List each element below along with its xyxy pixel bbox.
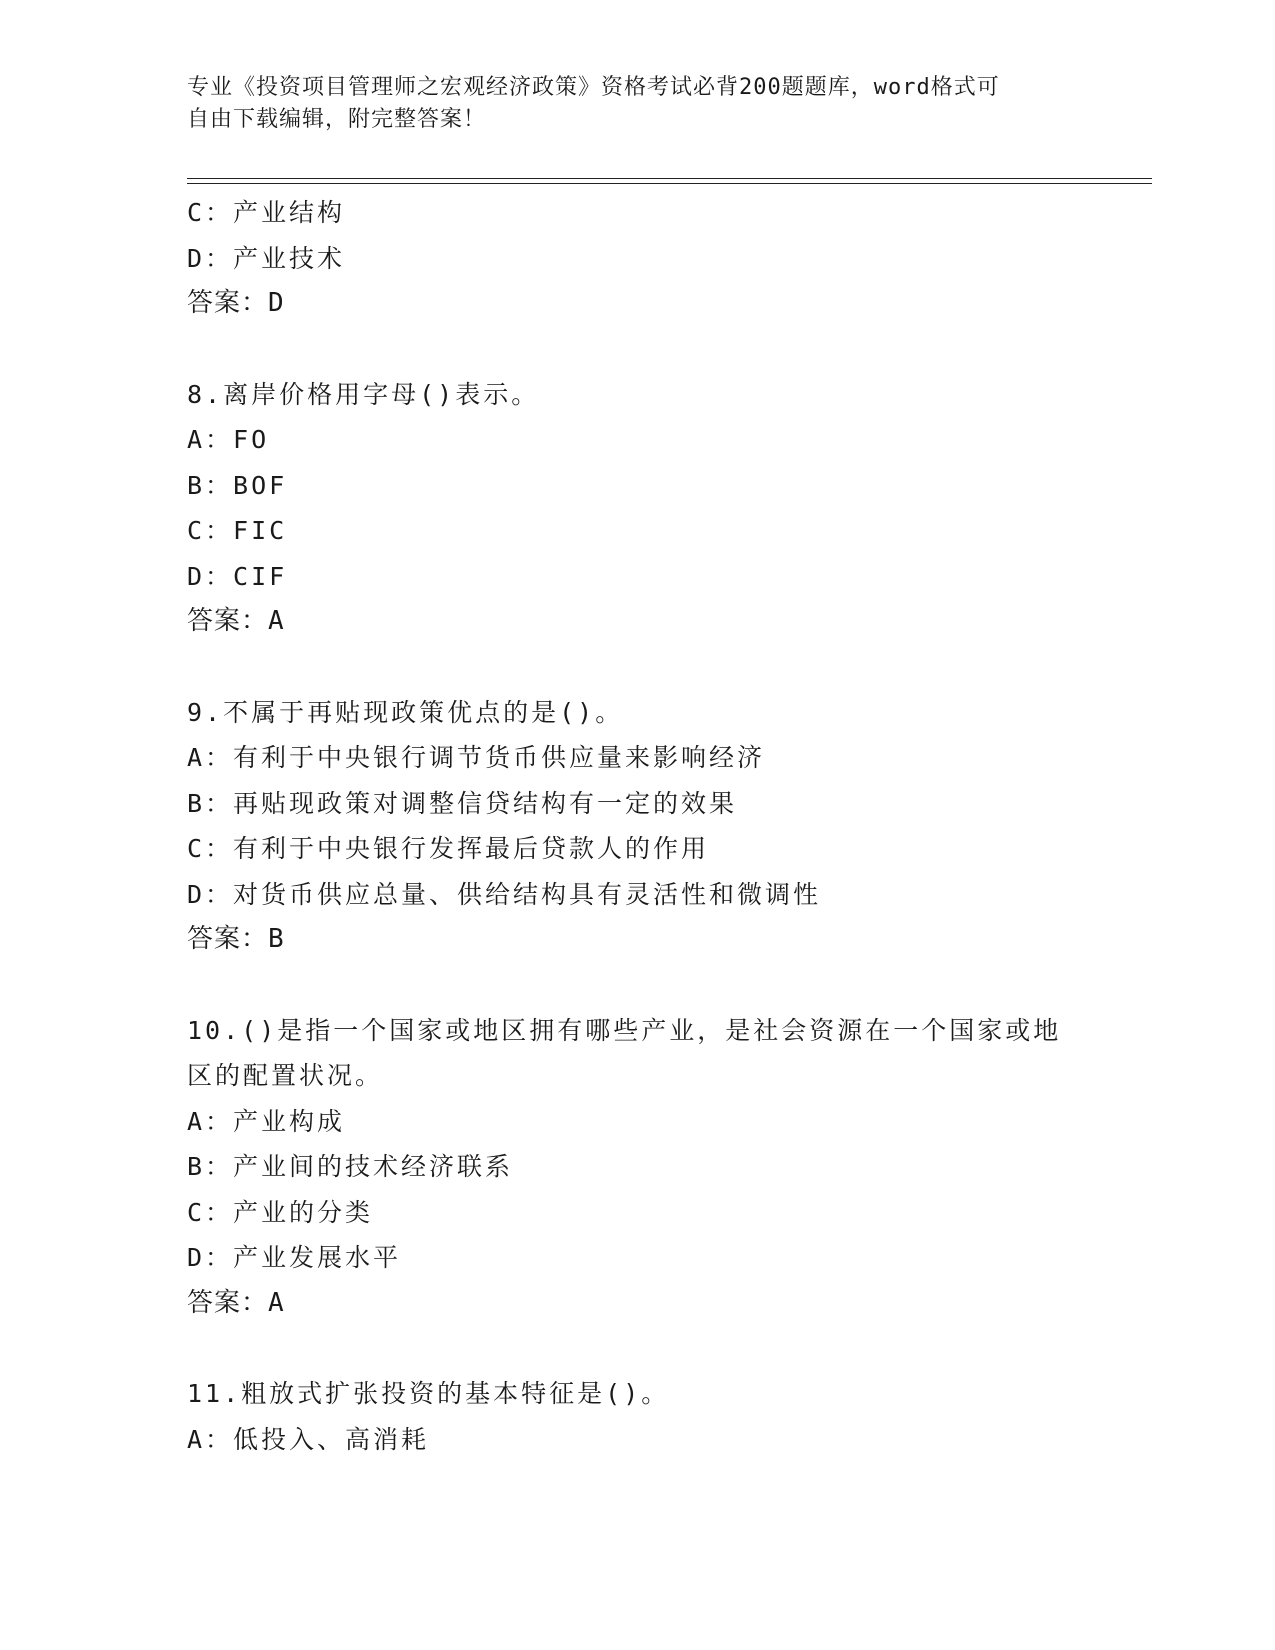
question-stem-line-1: 10.()是指一个国家或地区拥有哪些产业，是社会资源在一个国家或地 [187, 1015, 1062, 1045]
option-a: A：FO [187, 425, 270, 454]
question-7-continued [187, 190, 1087, 327]
option-b: B：BOF [187, 470, 288, 500]
option-c: C：产业结构 [187, 198, 346, 227]
spacer [187, 645, 1087, 690]
question-stem-line-2: 区的配置状况。 [187, 1061, 384, 1090]
question-11 [187, 1371, 1087, 1462]
answer: 答案：B [187, 924, 285, 954]
spacer [187, 1326, 1087, 1371]
option-d: D：产业发展水平 [187, 1243, 402, 1272]
option-d: D：CIF [187, 561, 288, 591]
answer: 答案：D [187, 288, 285, 318]
question-list [187, 190, 1087, 1462]
option-b: B：产业间的技术经济联系 [187, 1152, 514, 1181]
header-divider-top [187, 178, 1152, 179]
question-stem: 11.粗放式扩张投资的基本特征是()。 [187, 1379, 670, 1408]
question-8 [187, 372, 1087, 645]
spacer [187, 963, 1087, 1008]
option-b: B：再贴现政策对调整信贷结构有一定的效果 [187, 788, 738, 818]
question-9 [187, 690, 1087, 963]
option-c: C：FIC [187, 516, 288, 545]
header-divider-bottom [187, 183, 1152, 184]
question-10 [187, 1008, 1087, 1327]
answer: 答案：A [187, 606, 285, 636]
header-line-2: 自由下载编辑，附完整答案！ [187, 107, 487, 132]
question-stem: 8.离岸价格用字母()表示。 [187, 379, 540, 409]
option-a: A：产业构成 [187, 1106, 346, 1136]
option-d: D：对货币供应总量、供给结构具有灵活性和微调性 [187, 879, 822, 909]
header-line-1: 专业《投资项目管理师之宏观经济政策》资格考试必背200题题库，word格式可 [187, 75, 1000, 100]
answer: 答案：A [187, 1287, 285, 1318]
document-header [187, 72, 1067, 136]
option-c: C：产业的分类 [187, 1197, 374, 1227]
option-a: A：有利于中央银行调节货币供应量来影响经济 [187, 743, 766, 772]
option-c: C：有利于中央银行发挥最后贷款人的作用 [187, 834, 710, 863]
option-a: A：低投入、高消耗 [187, 1424, 430, 1454]
spacer [187, 327, 1087, 372]
option-d: D：产业技术 [187, 243, 346, 273]
question-stem: 9.不属于再贴现政策优点的是()。 [187, 697, 624, 727]
